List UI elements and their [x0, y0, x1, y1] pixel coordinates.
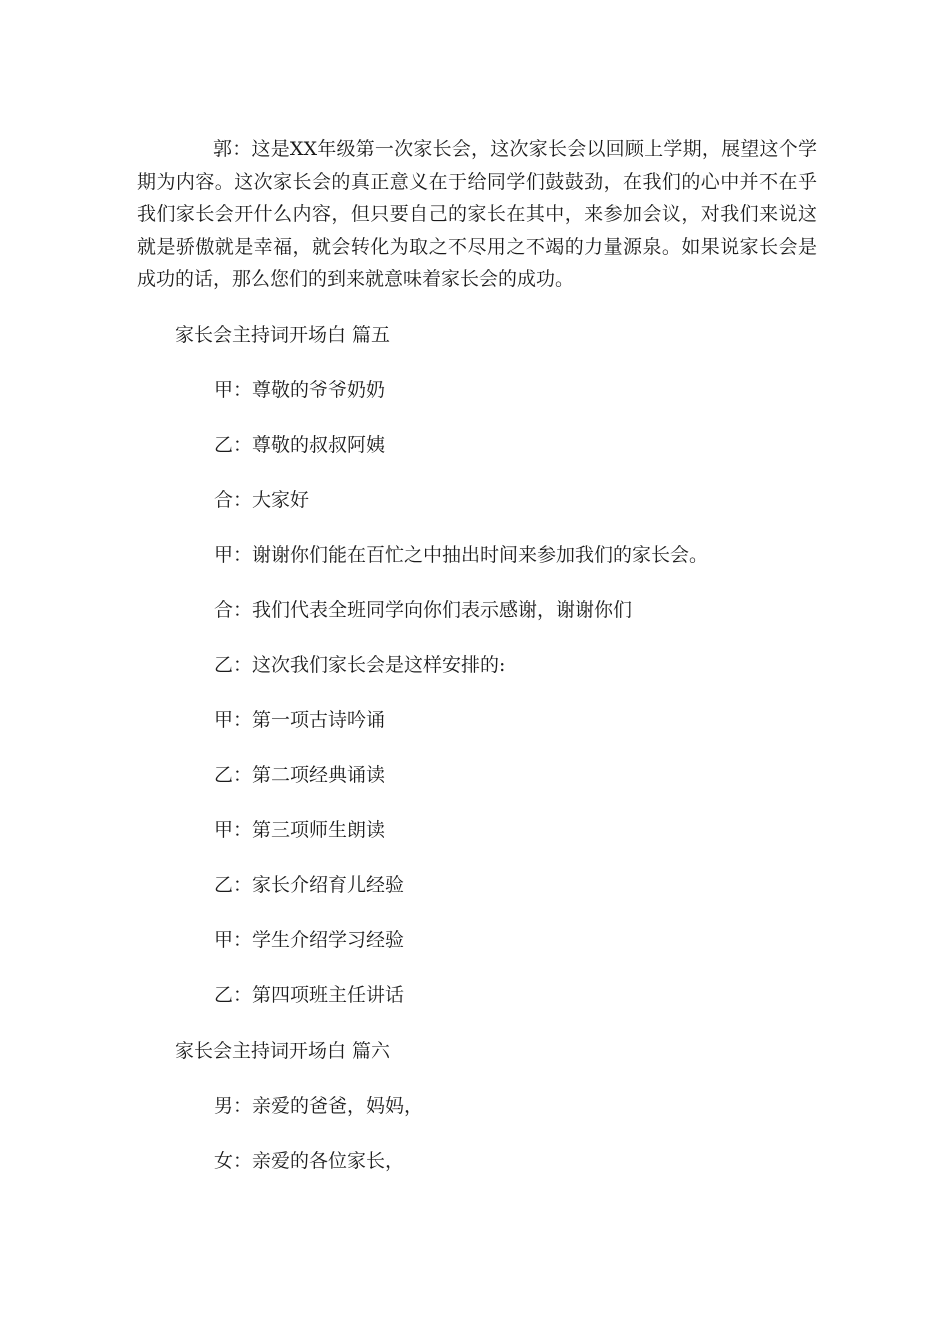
section-heading-5: 家长会主持词开场白 篇五: [175, 324, 391, 346]
dialogue-line: 乙：家长介绍育儿经验: [214, 874, 405, 896]
dialogue-line: 合：大家好: [214, 489, 310, 511]
dialogue-line: 女：亲爱的各位家长，: [214, 1150, 405, 1172]
dialogue-line: 乙：第四项班主任讲话: [214, 984, 405, 1006]
dialogue-line: 甲：尊敬的爷爷奶奶: [214, 379, 386, 401]
dialogue-line: 男：亲爱的爸爸，妈妈，: [214, 1095, 424, 1117]
section-heading-6: 家长会主持词开场白 篇六: [175, 1040, 391, 1062]
dialogue-line: 合：我们代表全班同学向你们表示感谢，谢谢你们: [214, 599, 633, 621]
dialogue-line: 甲：谢谢你们能在百忙之中抽出时间来参加我们的家长会。: [214, 544, 709, 566]
intro-paragraph: 郭：这是XX年级第一次家长会，这次家长会以回顾上学期，展望这个学期为内容。这次家长会的真正意义在于给同学们鼓鼓劲，在我们的心中并不在乎我们家长会开什么内容，但只要自己的家长在其中，来参加会议，对我们来说这就是骄傲就是幸福，就会转化为取之不尽用之不竭的力量源泉。如果说家长会是成功的话，那么您们的到来就意味着家长会的成功。: [137, 138, 817, 290]
dialogue-line: 甲：学生介绍学习经验: [214, 929, 405, 951]
dialogue-line: 甲：第一项古诗吟诵: [214, 709, 386, 731]
dialogue-line: 乙：这次我们家长会是这样安排的:: [214, 654, 506, 676]
dialogue-line: 甲：第三项师生朗读: [214, 819, 386, 841]
dialogue-line: 乙：第二项经典诵读: [214, 764, 386, 786]
dialogue-line: 乙：尊敬的叔叔阿姨: [214, 434, 386, 456]
